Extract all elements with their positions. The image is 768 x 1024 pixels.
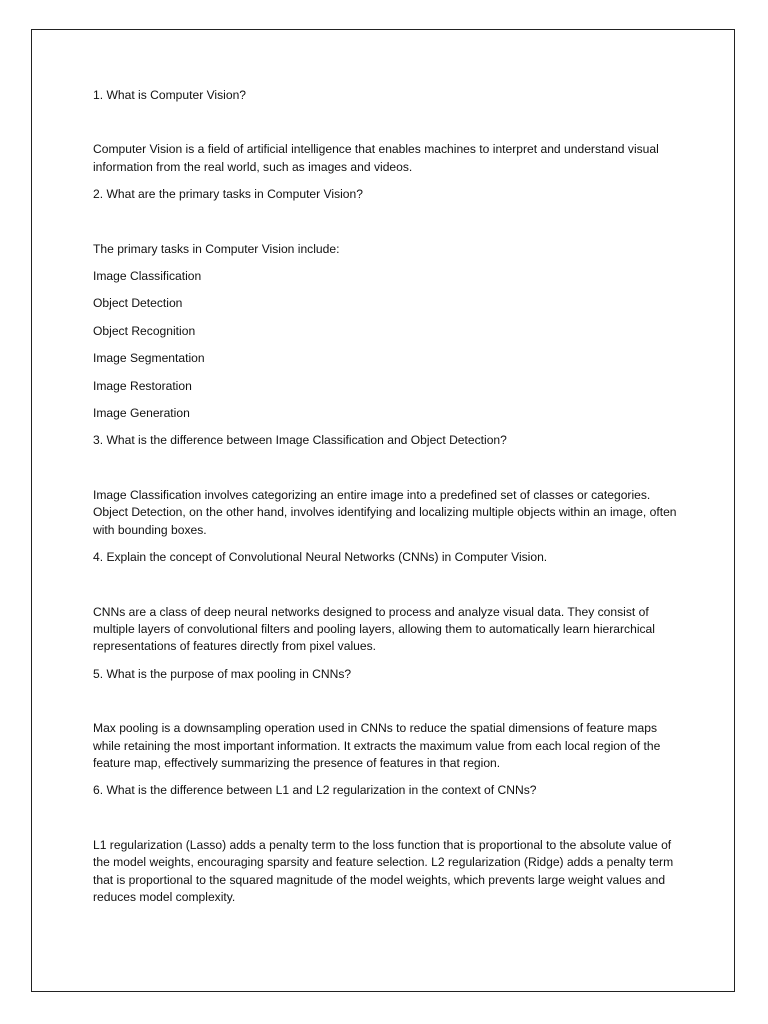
- task-item: Image Segmentation: [93, 351, 205, 366]
- task-item: Image Restoration: [93, 378, 192, 393]
- answer-4: CNNs are a class of deep neural networks designed to process and analyze visual data. They consist of multiple layers of convolutional filters and pooling layers, allowing them to automatically learn hierarchical representations of features directly from pixel values.: [93, 604, 655, 654]
- question-2: 2. What are the primary tasks in Computer Vision?: [93, 187, 363, 202]
- question-3: 3. What is the difference between Image Classification and Object Detection?: [93, 433, 507, 448]
- answer-5: Max pooling is a downsampling operation used in CNNs to reduce the spatial dimensions of feature maps while retaining the most important information. It extracts the maximum value from each local region of the feature map, effectively summarizing the presence of features in that region.: [93, 721, 661, 770]
- task-item: Image Classification: [93, 269, 202, 284]
- question-4: 4. Explain the concept of Convolutional Neural Networks (CNNs) in Computer Vision.: [93, 550, 548, 565]
- task-item: Object Recognition: [93, 323, 196, 338]
- document-body: [93, 87, 683, 906]
- task-item: Object Detection: [93, 296, 183, 311]
- answer-1: Computer Vision is a field of artificial intelligence that enables machines to interpret and understand visual information from the real world, such as images and videos.: [93, 142, 659, 174]
- answer-3: Image Classification involves categorizing an entire image into a predefined set of classes or categories. Object Detection, on the other hand, involves identifying and localizing multiple objects within an image, often with bounding boxes.: [93, 487, 677, 537]
- answer-6: L1 regularization (Lasso) adds a penalty term to the loss function that is proportional to the absolute value of the model weights, encouraging sparsity and feature selection. L2 regularization (Ridge) adds a penalty term that is proportional to the squared magnitude of the model weights, which prevents large weight values and reduces model complexity.: [93, 837, 674, 904]
- question-1: 1. What is Computer Vision?: [93, 88, 247, 102]
- document-page: [31, 29, 735, 992]
- answer-2-intro: The primary tasks in Computer Vision include:: [93, 241, 340, 256]
- question-6: 6. What is the difference between L1 and L2 regularization in the context of CNNs?: [93, 783, 537, 798]
- question-5: 5. What is the purpose of max pooling in CNNs?: [93, 666, 352, 681]
- task-item: Image Generation: [93, 406, 190, 421]
